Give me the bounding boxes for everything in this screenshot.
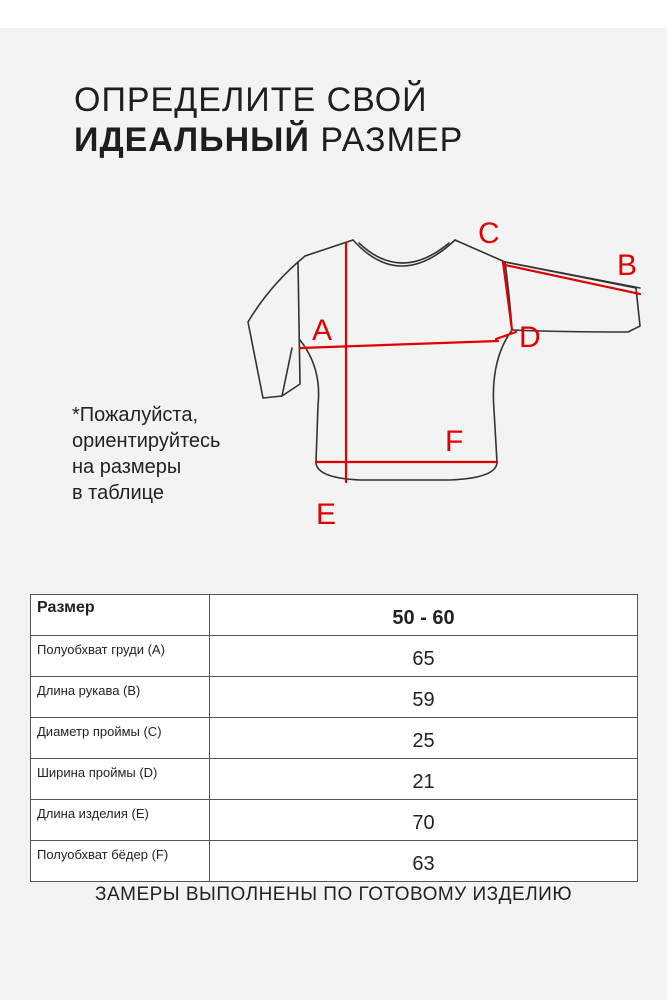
table-header-row	[31, 595, 638, 636]
row-label: Длина рукава (В)	[31, 677, 210, 718]
table-row	[31, 841, 638, 882]
title-line-1: ОПРЕДЕЛИТЕ СВОЙ	[74, 81, 428, 119]
label-b: B	[617, 249, 638, 282]
row-label: Ширина проймы (D)	[31, 759, 210, 800]
note-line-4: в таблице	[72, 482, 164, 504]
row-value: 63	[210, 841, 638, 882]
row-value: 65	[210, 636, 638, 677]
note-line-3: на размеры	[72, 456, 182, 478]
table-row	[31, 718, 638, 759]
label-e: E	[316, 498, 337, 531]
sweater-outline	[248, 240, 640, 480]
table-row	[31, 759, 638, 800]
table-row	[31, 636, 638, 677]
row-label: Длина изделия (Е)	[31, 800, 210, 841]
row-value: 21	[210, 759, 638, 800]
header-value: 50 - 60	[210, 595, 638, 636]
page-title	[74, 80, 463, 160]
size-table	[30, 594, 638, 882]
note-line-1: *Пожалуйста,	[72, 404, 199, 426]
label-a: A	[312, 314, 333, 347]
title-rest: РАЗМЕР	[309, 121, 464, 159]
note-line-2: ориентируйтесь	[72, 430, 221, 452]
header-label: Размер	[31, 595, 210, 636]
row-label: Диаметр проймы (С)	[31, 718, 210, 759]
table-row	[31, 800, 638, 841]
armhole-line-c	[503, 262, 512, 330]
label-c: C	[478, 217, 500, 250]
title-bold-word: ИДЕАЛЬНЫЙ	[74, 121, 310, 159]
footer-note: ЗАМЕРЫ ВЫПОЛНЕНЫ ПО ГОТОВОМУ ИЗДЕЛИЮ	[94, 884, 573, 905]
size-note	[72, 402, 220, 506]
top-band	[0, 0, 667, 28]
table-row	[31, 677, 638, 718]
row-value: 70	[210, 800, 638, 841]
title-line-2	[74, 120, 463, 160]
row-label: Полуобхват груди (А)	[31, 636, 210, 677]
row-label: Полуобхват бёдер (F)	[31, 841, 210, 882]
row-value: 59	[210, 677, 638, 718]
measurement-labels	[312, 217, 637, 531]
label-f: F	[445, 425, 464, 458]
label-d: D	[519, 321, 541, 354]
row-value: 25	[210, 718, 638, 759]
